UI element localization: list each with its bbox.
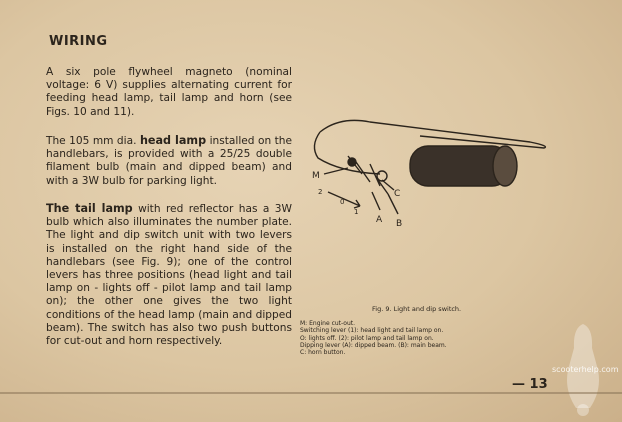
watermark-text: scooterhelp.com (552, 365, 619, 374)
p2-intro: The 105 mm dia. (46, 135, 137, 147)
legend-line: Switching lever (1): head light and tail lamp on. (300, 327, 444, 335)
label-m: M (312, 171, 320, 181)
p2-bold-head-lamp: head lamp (139, 134, 207, 147)
figure-caption: Fig. 9. Light and dip switch. (372, 305, 462, 313)
p2-text: installed on the handlebars, is provided with a 25/25 double filament bulb (main and dipped beam) and with a 3W bulb for parking light. (46, 135, 293, 187)
paragraph-tail-lamp (46, 202, 292, 348)
grip-end (493, 146, 517, 186)
legend-line: C: horn button. (300, 349, 346, 357)
handlebar-tube (320, 120, 545, 148)
leader-a (372, 192, 380, 210)
cutout-button (348, 158, 356, 166)
paragraph-magneto: A six pole flywheel magneto (nominal voltage: 6 V) supplies alternating current for feeding head lamp, tail lamp and horn (see Figs. 10 and 11). (46, 66, 292, 118)
page-fold (0, 392, 622, 394)
horn-button (377, 171, 387, 181)
label-2: 2 (318, 188, 323, 196)
section-heading: WIRING (49, 34, 108, 49)
legend-line: Dipping lever (A): dipped beam. (B): main beam. (300, 341, 447, 349)
legend-line: M: Engine cut-out. (300, 320, 356, 327)
label-a: A (376, 215, 383, 225)
label-0: 0 (340, 198, 345, 206)
figure-legend (300, 320, 490, 356)
label-1: 1 (354, 208, 359, 216)
page-number: — 13 (512, 377, 548, 392)
paragraph-head-lamp (46, 134, 292, 188)
legend-line: O: lights off. (2): pilot lamp and tail lamp on. (300, 334, 434, 342)
label-c: C (394, 189, 401, 199)
p3-text: with red reflector has a 3W bulb which also illuminates the number plate. The light and dip switch unit with two levers is installed on the right hand side of the handlebars (see Fig. 9); one of the control levers has three positions (head light and tail lamp on - lights off - pilot lamp and tail lamp on); the other one gives the two light conditions of the head lamp (main and dipped beam). The switch has also two push buttons for cut-out and horn respectively. (46, 203, 292, 348)
light-switch-figure (300, 102, 620, 252)
leader-m (324, 168, 348, 174)
p3-bold-tail-lamp: The tail lamp (46, 202, 133, 215)
label-b: B (396, 219, 403, 229)
